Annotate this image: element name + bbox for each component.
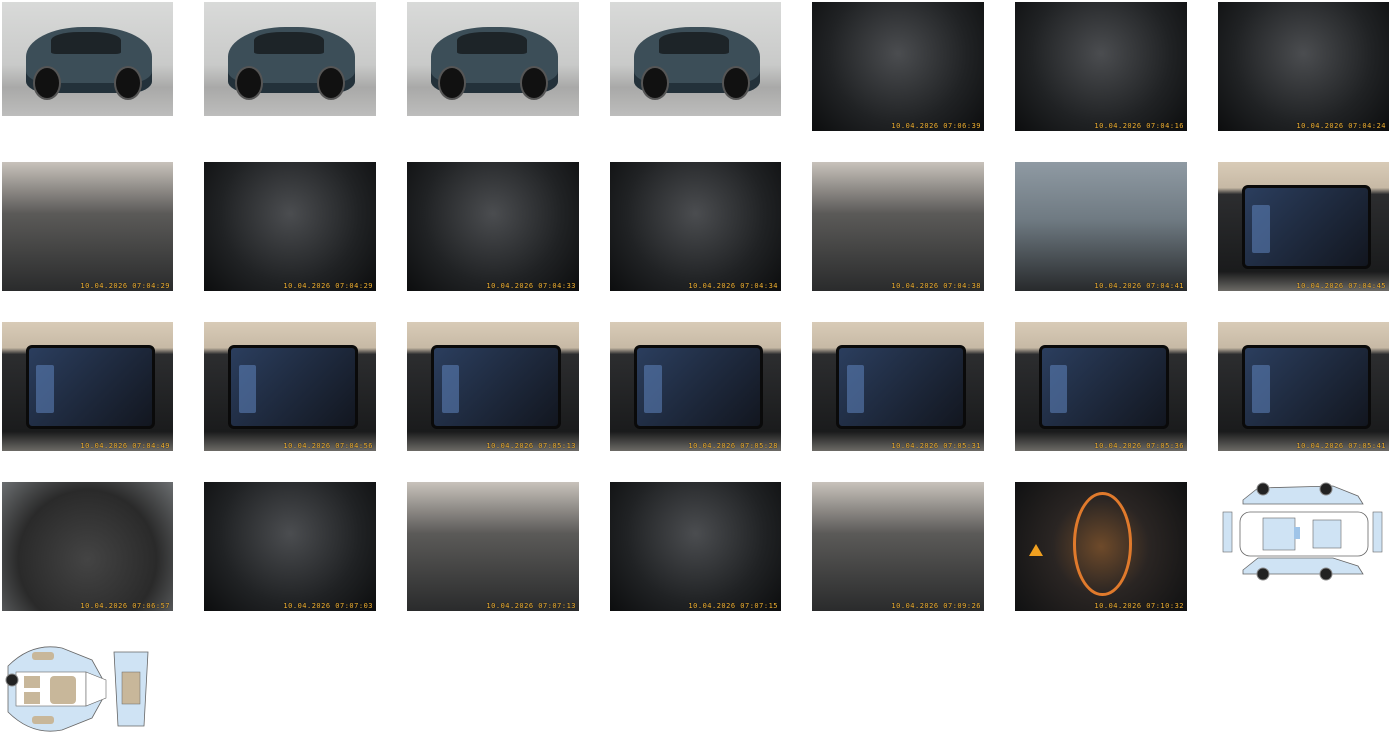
thumbnail-car-rear-left[interactable] xyxy=(204,2,376,116)
gauge-shape xyxy=(1073,492,1131,595)
photo-timestamp: 10.04.2026 07:05:41 xyxy=(1296,442,1386,450)
thumbnail-infotainment-screen[interactable] xyxy=(407,322,579,451)
thumbnail-car-front-right[interactable] xyxy=(610,2,781,116)
thumbnail-infotainment-screen[interactable] xyxy=(2,322,173,451)
thumbnail-infotainment-screen[interactable] xyxy=(1218,162,1389,291)
photo-timestamp: 10.04.2026 07:05:36 xyxy=(1094,442,1184,450)
display-shape xyxy=(1242,345,1371,428)
photo-timestamp: 10.04.2026 07:04:29 xyxy=(283,282,373,290)
thumbnail-infotainment-screen[interactable] xyxy=(1015,322,1187,451)
photo-timestamp: 10.04.2026 07:04:16 xyxy=(1094,122,1184,130)
thumbnail-rear-seats[interactable] xyxy=(407,482,579,611)
photo-timestamp: 10.04.2026 07:04:24 xyxy=(1296,122,1386,130)
thumbnail-trunk-floor[interactable] xyxy=(204,482,376,611)
photo-timestamp: 10.04.2026 07:07:03 xyxy=(283,602,373,610)
photo-timestamp: 10.04.2026 07:09:26 xyxy=(891,602,981,610)
photo-timestamp: 10.04.2026 07:04:38 xyxy=(891,282,981,290)
wheel-shape xyxy=(722,66,750,100)
thumbnail-infotainment-screen[interactable] xyxy=(610,322,781,451)
photo-timestamp: 10.04.2026 07:10:32 xyxy=(1094,602,1184,610)
display-shape xyxy=(228,345,358,428)
car-exterior-diagram xyxy=(1218,482,1389,582)
car-interior-diagram xyxy=(2,642,152,736)
photo-timestamp: 10.04.2026 07:04:41 xyxy=(1094,282,1184,290)
thumbnail-rearview-mirror[interactable] xyxy=(1015,162,1187,291)
photo-timestamp: 10.04.2026 07:05:31 xyxy=(891,442,981,450)
photo-timestamp: 10.04.2026 07:07:13 xyxy=(486,602,576,610)
wheel-shape xyxy=(114,66,142,100)
photo-timestamp: 10.04.2026 07:06:39 xyxy=(891,122,981,130)
thumbnail-car-front-left[interactable] xyxy=(2,2,173,116)
thumbnail-car-rear-right[interactable] xyxy=(407,2,579,116)
thumbnail-rear-air-vents[interactable] xyxy=(610,482,781,611)
display-shape xyxy=(634,345,763,428)
thumbnail-steering-wheel[interactable] xyxy=(2,162,173,291)
thumbnail-steering-controls-left[interactable] xyxy=(204,162,376,291)
thumbnail-dashboard-warning[interactable] xyxy=(1015,482,1187,611)
thumbnail-rear-camera-screen[interactable] xyxy=(1218,322,1389,451)
wheel-shape xyxy=(641,66,669,100)
photo-timestamp: 10.04.2026 07:05:13 xyxy=(486,442,576,450)
thumbnail-instrument-cluster[interactable] xyxy=(1015,2,1187,131)
thumbnail-center-console[interactable] xyxy=(812,162,984,291)
photo-timestamp: 10.04.2026 07:04:34 xyxy=(688,282,778,290)
display-shape xyxy=(26,345,155,428)
photo-timestamp: 10.04.2026 07:04:33 xyxy=(486,282,576,290)
warning-icon xyxy=(1029,544,1043,556)
photo-timestamp: 10.04.2026 07:04:56 xyxy=(283,442,373,450)
photo-timestamp: 10.04.2026 07:04:29 xyxy=(80,282,170,290)
wheel-shape xyxy=(33,66,61,100)
display-shape xyxy=(431,345,561,428)
wheel-shape xyxy=(317,66,345,100)
photo-timestamp: 10.04.2026 07:04:45 xyxy=(1296,282,1386,290)
display-shape xyxy=(1242,185,1371,268)
thumbnail-steering-controls-right[interactable] xyxy=(407,162,579,291)
photo-timestamp: 10.04.2026 07:05:28 xyxy=(688,442,778,450)
photo-timestamp: 10.04.2026 07:07:15 xyxy=(688,602,778,610)
thumbnail-door-window-controls[interactable] xyxy=(610,162,781,291)
thumbnail-open-trunk[interactable] xyxy=(2,482,173,611)
thumbnail-infotainment-screen[interactable] xyxy=(812,322,984,451)
display-shape xyxy=(1039,345,1169,428)
wheel-shape xyxy=(235,66,263,100)
thumbnail-exterior-diagram[interactable] xyxy=(1218,482,1389,582)
photo-timestamp: 10.04.2026 07:06:57 xyxy=(80,602,170,610)
thumbnail-infotainment-screen[interactable] xyxy=(204,322,376,451)
wheel-shape xyxy=(520,66,548,100)
thumbnail-key-gear-selector[interactable] xyxy=(1218,2,1389,131)
display-shape xyxy=(836,345,966,428)
thumbnail-windshield-vin[interactable] xyxy=(812,2,984,131)
wheel-shape xyxy=(438,66,466,100)
thumbnail-front-seats[interactable] xyxy=(812,482,984,611)
thumbnail-interior-diagram[interactable] xyxy=(2,642,152,736)
photo-timestamp: 10.04.2026 07:04:49 xyxy=(80,442,170,450)
